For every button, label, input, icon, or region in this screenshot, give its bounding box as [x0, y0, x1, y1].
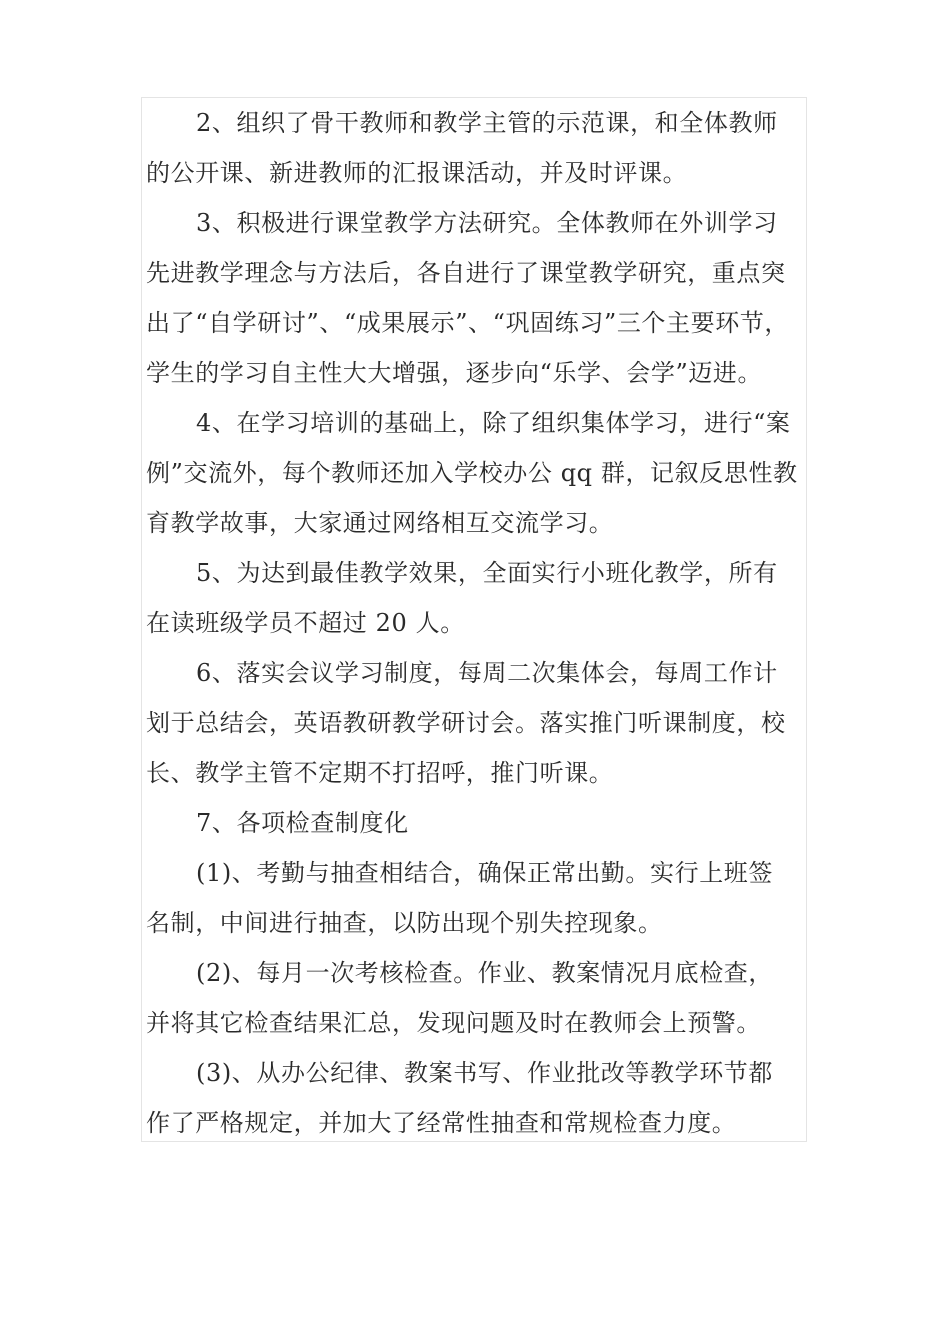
text-line: 作了严格规定，并加大了经常性抽查和常规检查力度。 [146, 1109, 737, 1137]
text-line: 并将其它检查结果汇总，发现问题及时在教师会上预警。 [146, 1009, 761, 1037]
text-line: 学生的学习自主性大大增强，逐步向“乐学、会学”迈进。 [146, 359, 763, 387]
paragraph-3 [146, 198, 806, 398]
text-line: 5、为达到最佳教学效果，全面实行小班化教学，所有 [196, 559, 778, 587]
content-box [141, 97, 807, 1142]
paragraph-7-heading [146, 798, 806, 848]
paragraph-5 [146, 548, 806, 648]
text-line: 在读班级学员不超过 20 人。 [146, 609, 465, 637]
text-line: 4、在学习培训的基础上，除了组织集体学习，进行“案 [196, 409, 791, 437]
paragraph-4 [146, 398, 806, 548]
text-line: 2、组织了骨干教师和教学主管的示范课，和全体教师 [196, 109, 778, 137]
text-line: 划于总结会，英语教研教学研讨会。落实推门听课制度，校 [146, 709, 786, 737]
paragraph-7-1 [146, 848, 806, 948]
text-line: 7、各项检查制度化 [196, 809, 409, 837]
text-body [146, 98, 806, 1148]
text-line: (3)、从办公纪律、教案书写、作业批改等教学环节都 [196, 1059, 773, 1087]
paragraph-2 [146, 98, 806, 198]
text-line: 先进教学理念与方法后，各自进行了课堂教学研究，重点突 [146, 259, 786, 287]
text-line: (1)、考勤与抽查相结合，确保正常出勤。实行上班签 [196, 859, 773, 887]
paragraph-7-3 [146, 1048, 806, 1148]
text-line: 6、落实会议学习制度，每周二次集体会，每周工作计 [196, 659, 778, 687]
text-line: 的公开课、新进教师的汇报课活动，并及时评课。 [146, 159, 688, 187]
text-line: (2)、每月一次考核检查。作业、教案情况月底检查， [196, 959, 773, 987]
text-line: 育教学故事，大家通过网络相互交流学习。 [146, 509, 614, 537]
text-line: 3、积极进行课堂教学方法研究。全体教师在外训学习 [196, 209, 778, 237]
paragraph-6 [146, 648, 806, 798]
text-line: 长、教学主管不定期不打招呼，推门听课。 [146, 759, 614, 787]
text-line: 名制，中间进行抽查，以防出现个别失控现象。 [146, 909, 663, 937]
paragraph-7-2 [146, 948, 806, 1048]
text-line: 出了“自学研讨”、“成果展示”、“巩固练习”三个主要环节， [146, 309, 790, 337]
text-line: 例”交流外，每个教师还加入学校办公 qq 群，记叙反思性教 [146, 459, 798, 487]
